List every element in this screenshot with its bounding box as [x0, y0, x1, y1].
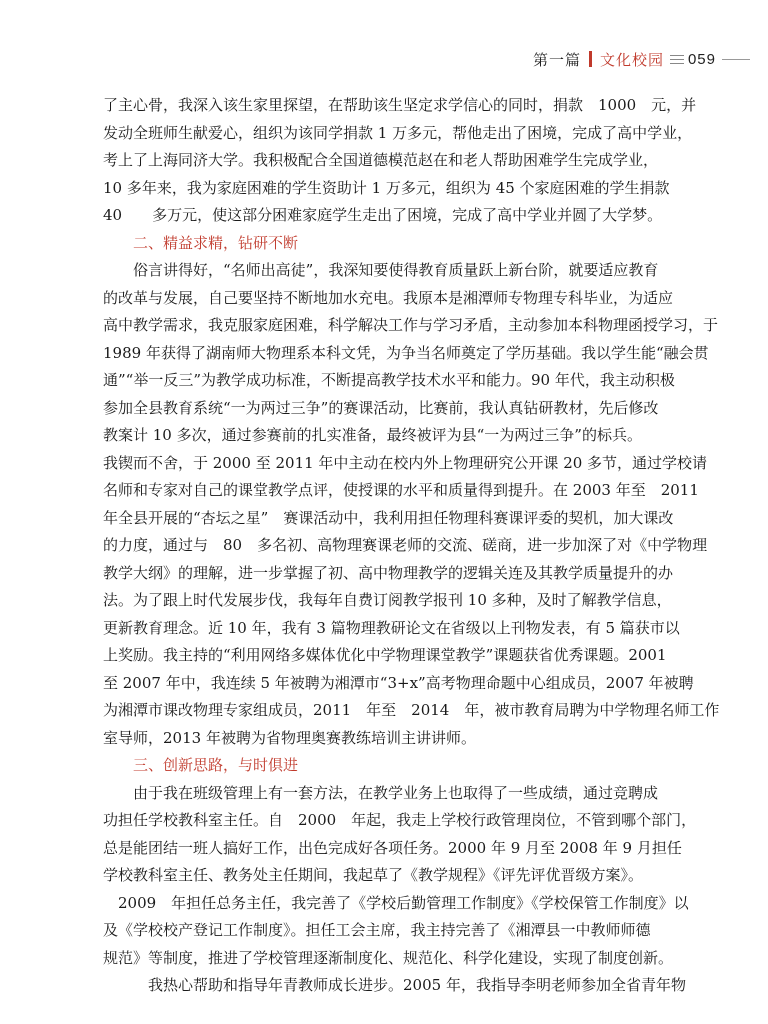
- text-line: 考上了上海同济大学。我积极配合全国道德模范赵在和老人帮助困难学生完成学业，: [103, 151, 659, 169]
- text-line: 至 2007 年中，我连续 5 年被聘为湘潭市“3+x”高考物理命题中心组成员，2007 年被聘: [103, 673, 694, 692]
- text-line: 年全县开展的“杏坛之星” 赛课活动中，我利用担任物理科赛课评委的契机，加大课改: [103, 508, 674, 527]
- text-line: 教学大纲》的理解，进一步掌握了初、高中物理教学的逻辑关连及其教学质量提升的办: [103, 563, 674, 582]
- text-line: 我热心帮助和指导年青教师成长进步。2005 年，我指导李明老师参加全省青年物: [103, 976, 686, 994]
- text-line: 高中教学需求，我克服家庭困难，科学解决工作与学习矛盾，主动参加本科物理函授学习，于: [103, 316, 719, 334]
- text-line: 教案计 10 多次，通过参赛前的扎实准备，最终被评为县“一为两过三争”的标兵。: [103, 426, 642, 444]
- text-line: 功担任学校教科室主任。自 2000 年起，我走上学校行政管理岗位，不管到哪个部门，: [103, 811, 697, 829]
- text-line: 上奖励。我主持的“利用网络多媒体优化中学物理课堂教学”课题获省优秀课题。2001: [103, 646, 667, 664]
- text-line: 总是能团结一班人搞好工作，出色完成好各项任务。2000 年 9 月至 2008 年 9 月担任: [103, 838, 682, 857]
- text-line: 了主心骨，我深入该生家里探望，在帮助该生坚定求学信心的同时，捐款 1000 元，并: [103, 96, 697, 114]
- text-line: 发动全班师生献爱心，组织为该同学捐款 1 万多元，帮他走出了困境，完成了高中学业，: [103, 123, 693, 142]
- text-line: 的力度，通过与 80 多名初、高物理赛课老师的交流、磋商，进一步加深了对《中学物理: [103, 536, 708, 554]
- decorative-lines: [670, 55, 684, 64]
- text-line: 由于我在班级管理上有一套方法，在教学业务上也取得了一些成绩，通过竞聘成: [103, 783, 659, 802]
- text-line: 及《学校校产登记工作制度》。担任工会主席，我主持完善了《湘潭县一中教师师德: [103, 921, 651, 939]
- part-label: 第一篇: [532, 50, 581, 69]
- text-line: 参加全县教育系统“一为两过三争”的赛课活动，比赛前，我认真钻研教材，先后修改: [103, 398, 659, 417]
- text-line: 俗言讲得好，“名师出高徒”，我深知要使得教育质量跃上新台阶，就要适应教育: [103, 261, 659, 279]
- text-line: 2009 年担任总务主任，我完善了《学校后勤管理工作制度》《学校保管工作制度》以: [103, 893, 689, 912]
- body-text: [103, 92, 720, 1000]
- text-line: 40 多万元，使这部分困难家庭学生走出了困境，完成了高中学业并圆了大学梦。: [103, 206, 663, 224]
- page-number: 059: [687, 50, 716, 68]
- paragraph: [103, 92, 703, 230]
- text-line: 的改革与发展，自己要坚持不断地加水充电。我原本是湘潭师专物理专科毕业，为适应: [103, 288, 674, 307]
- section-heading: [103, 230, 703, 258]
- text-line: 更新教育理念。近 10 年，我有 3 篇物理教研论文在省级以上刊物发表，有 5 篇获市以: [103, 618, 680, 637]
- text-line: 三、创新思路，与时俱进: [133, 756, 299, 774]
- section-label: 文化校园: [599, 50, 664, 69]
- text-line: 规范》等制度，推进了学校管理逐渐制度化、规范化、科学化建设，实现了制度创新。: [103, 948, 674, 967]
- text-line: 为湘潭市课改物理专家组成员，2011 年至 2014 年，被市教育局聘为中学物理名师工作: [103, 701, 720, 719]
- text-line: 名师和专家对自己的课堂教学点评，使授课的水平和质量得到提升。在 2003 年至 2011: [103, 481, 699, 499]
- text-line: 通”“举一反三”为教学成功标准，不断提高教学技术水平和能力。90 年代，我主动积极: [103, 371, 675, 389]
- header-rule: [722, 59, 750, 60]
- text-line: 室导师，2013 年被聘为省物理奥赛教练培训主讲讲师。: [103, 728, 476, 747]
- header-divider-bar: [589, 51, 592, 67]
- text-line: 10 多年来，我为家庭困难的学生资助计 1 万多元，组织为 45 个家庭困难的学生捐款: [103, 178, 670, 197]
- text-line: 法。为了跟上时代发展步伐，我每年自费订阅教学报刊 10 多种，及时了解教学信息，: [103, 591, 672, 609]
- page-header: [533, 48, 750, 70]
- text-line: 学校教科室主任、教务处主任期间，我起草了《教学规程》《评先评优晋级方案》。: [103, 866, 644, 884]
- paragraph: [103, 257, 720, 752]
- text-line: 我锲而不舍，于 2000 至 2011 年中主动在校内外上物理研究公开课 20 多节，通过学校请: [103, 453, 708, 472]
- section-heading: [103, 752, 703, 780]
- text-line: 二、精益求精，钻研不断: [133, 233, 299, 252]
- text-line: 1989 年获得了湖南师大物理系本科文凭，为争当名师奠定了学历基础。我以学生能“融会贯: [103, 343, 709, 362]
- paragraph: [103, 780, 703, 1000]
